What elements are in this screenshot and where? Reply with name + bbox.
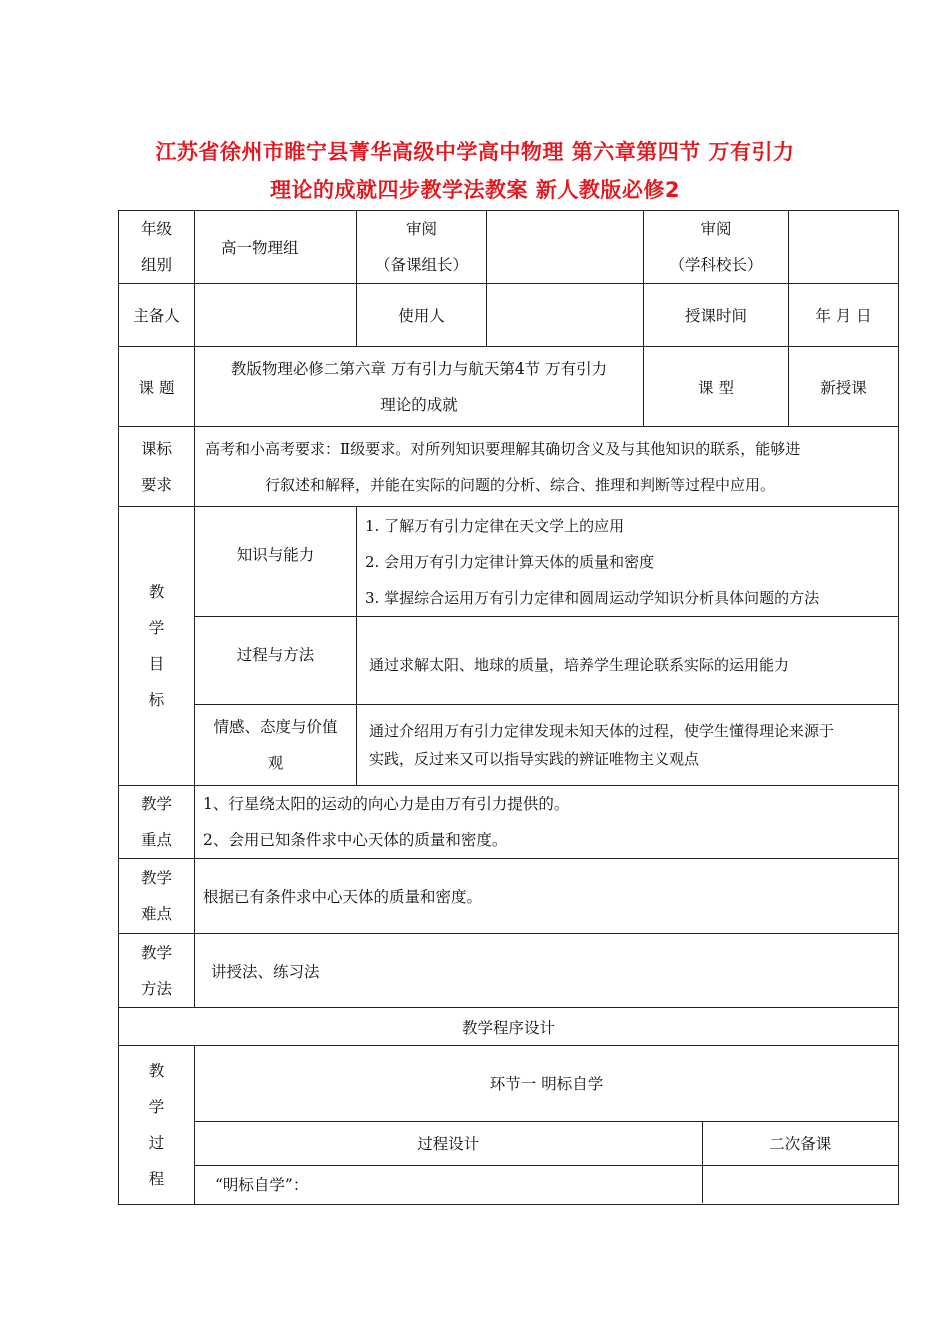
- row-topic: [119, 347, 899, 427]
- group-value: 高一物理组: [195, 211, 357, 284]
- list-item: 3. 掌握综合运用万有引力定律和圆周运动学知识分析具体问题的方法: [365, 588, 820, 607]
- teaching-time-label: 授课时间: [644, 284, 789, 347]
- row-preparer: [119, 284, 899, 347]
- preparer-label: 主备人: [119, 284, 195, 347]
- teaching-goals-label: 教 学 目 标: [119, 507, 195, 786]
- list-item: 2. 会用万有引力定律计算天体的质量和密度: [365, 552, 655, 571]
- review-principal-value: [789, 211, 899, 284]
- difficulty-label: 教学 难点: [119, 859, 195, 934]
- row-design-heading: [119, 1008, 899, 1046]
- topic-value: 教版物理必修二第六章 万有引力与航天第4节 万有引力 理论的成就: [195, 347, 644, 427]
- teaching-date: 年 月 日: [789, 284, 899, 347]
- process-inner-table: [195, 1046, 898, 1203]
- document-title-line-1: 江苏省徐州市睢宁县菁华高级中学高中物理 第六章第四节 万有引力: [155, 140, 795, 164]
- review-group-leader-label: 审阅 （备课组长）: [357, 211, 487, 284]
- teaching-process-label: 教 学 过 程: [119, 1046, 195, 1205]
- knowledge-ability-label: 知识与能力: [195, 507, 357, 617]
- second-preparation-cell: [702, 1165, 898, 1203]
- grade-group-label: 年级 组别: [119, 211, 195, 284]
- row-goal-knowledge: [119, 507, 899, 617]
- lesson-type-label: 课 型: [644, 347, 789, 427]
- key-points-label: 教学 重点: [119, 786, 195, 859]
- list-item: 2、会用已知条件求中心天体的质量和密度。: [203, 831, 508, 849]
- knowledge-ability-items: [357, 507, 899, 617]
- row-goal-emotion: [119, 705, 899, 786]
- process-method-label: 过程与方法: [195, 617, 357, 705]
- lesson-plan-table: [118, 210, 899, 1205]
- row-curriculum-requirement: [119, 427, 899, 507]
- list-item: 1、行星绕太阳的运动的向心力是由万有引力提供的。: [203, 795, 570, 813]
- row-grade-group: [119, 211, 899, 284]
- lesson-type-value: 新授课: [789, 347, 899, 427]
- difficulty-text: 根据已有条件求中心天体的质量和密度。: [195, 859, 899, 934]
- document-title-line-2: 理论的成就四步教学法教案 新人教版必修2: [270, 178, 680, 202]
- row-difficulty: [119, 859, 899, 934]
- method-text: 讲授法、练习法: [195, 934, 899, 1008]
- emotion-attitude-text: 通过介绍用万有引力定律发现未知天体的过程，使学生懂得理论来源于 实践，反过来又可以指导实践的辨证唯物主义观点: [357, 705, 899, 786]
- emotion-attitude-label: 情感、态度与价值 观: [195, 705, 357, 786]
- user-value: [487, 284, 644, 347]
- method-label: 教学 方法: [119, 934, 195, 1008]
- first-design-line: “明标自学”：: [195, 1165, 702, 1203]
- row-teaching-process: [119, 1046, 899, 1205]
- row-method: [119, 934, 899, 1008]
- design-heading: 教学程序设计: [119, 1008, 899, 1046]
- process-method-text: 通过求解太阳、地球的质量，培养学生理论联系实际的运用能力: [357, 617, 899, 705]
- curriculum-requirement-label: 课标 要求: [119, 427, 195, 507]
- column-process-design: 过程设计: [195, 1121, 702, 1165]
- review-principal-label: 审阅 （学科校长）: [644, 211, 789, 284]
- curriculum-requirement-text: 高考和小高考要求：Ⅱ级要求。对所列知识要理解其确切含义及与其他知识的联系，能够进 行叙述和解释，并能在实际的问题的分析、综合、推理和判断等过程中应用。: [195, 427, 899, 507]
- teaching-process-body: [195, 1046, 899, 1205]
- stage-title: 环节一 明标自学: [195, 1046, 898, 1121]
- column-second-preparation: 二次备课: [702, 1121, 898, 1165]
- preparer-value: [195, 284, 357, 347]
- topic-label: 课 题: [119, 347, 195, 427]
- user-label: 使用人: [357, 284, 487, 347]
- key-points-text: [195, 786, 899, 859]
- review-group-leader-value: [487, 211, 644, 284]
- row-goal-process: [119, 617, 899, 705]
- row-key-points: [119, 786, 899, 859]
- list-item: 1. 了解万有引力定律在天文学上的应用: [365, 516, 625, 535]
